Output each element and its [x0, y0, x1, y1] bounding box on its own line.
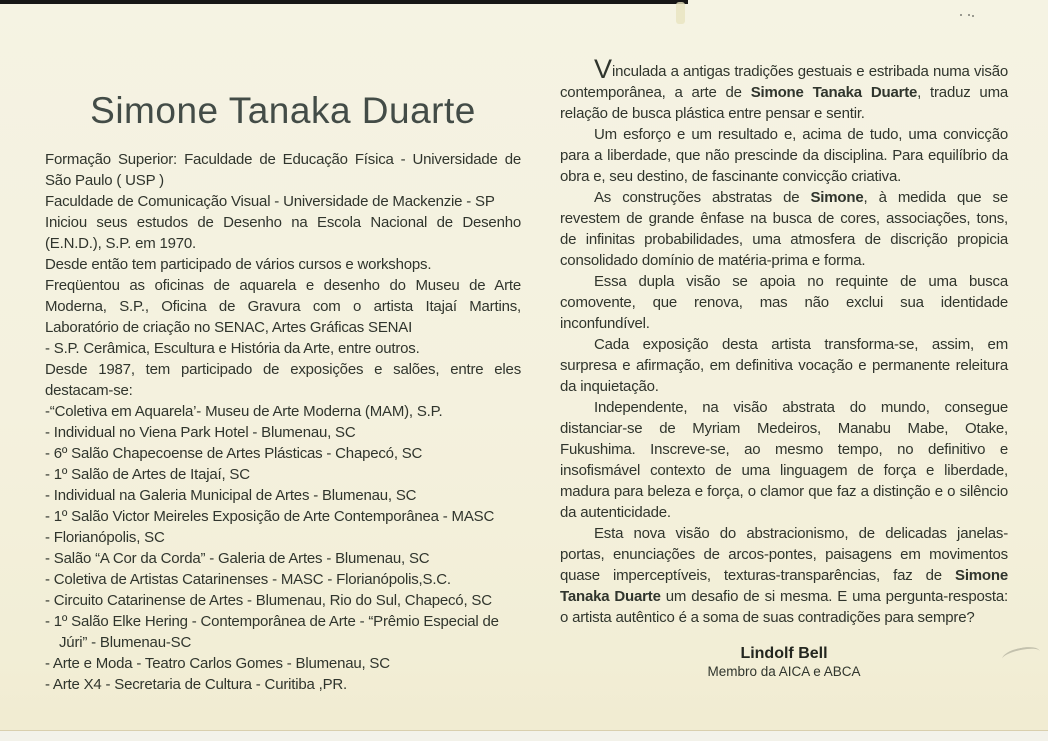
- essay-paragraph: Um esforço e um resultado e, acima de tudo, uma convicção para a liberdade, que não prescinde da disciplina. Para equilíbrio da obra e, seu destino, de fascinante convicção criativa.: [560, 126, 1008, 185]
- essay-column: [560, 54, 1009, 680]
- exhibition-item: - Individual na Galeria Municipal de Artes - Blumenau, SC: [45, 487, 417, 504]
- exhibition-item: - 1º Salão Elke Hering - Contemporânea de Arte - “Prêmio Especial de Júri” - Blumenau-SC: [45, 613, 499, 651]
- exhibition-item: - 1º Salão Victor Meireles Exposição de Arte Contemporânea - MASC: [45, 508, 495, 525]
- essay-paragraph: Esta nova visão do abstracionismo, de delicadas janelas-portas, enunciações de arcos-pontes, paisagens em movimentos quase imperceptíveis, texturas-transparências, faz de Simone Tanaka Duarte um desafio de si mesma. E uma pergunta-resposta: o artista autêntico é a soma de suas contradições para sempre?: [560, 525, 1008, 626]
- exhibition-item: - Circuito Catarinense de Artes - Blumenau, Rio do Sul, Chapecó, SC: [45, 592, 492, 609]
- exhibition-item: - Salão “A Cor da Corda” - Galeria de Artes - Blumenau, SC: [45, 550, 430, 567]
- fold-shadow-mark: [676, 2, 685, 24]
- essay-paragraph: As construções abstratas de Simone, à medida que se revestem de grande ênfase na busca de cores, associações, tons, de infinitas probabilidades, uma atmosfera de discrição propicia consolidado domínio de matéria-prima e forma.: [560, 189, 1008, 269]
- exhibitions-list: [45, 401, 521, 695]
- bio-paragraph: - S.P. Cerâmica, Escultura e História da Arte, entre outros.: [45, 340, 420, 357]
- bio-paragraph: Formação Superior: Faculdade de Educação Física - Universidade de São Paulo ( USP ): [45, 151, 521, 189]
- essay-paragraph: Vinculada a antigas tradições gestuais e estribada numa visão contemporânea, a arte de Simone Tanaka Duarte, traduz uma relação de busca plástica entre pensar e sentir.: [560, 54, 1009, 122]
- essay-paragraph: Independente, na visão abstrata do mundo, consegue distanciar-se de Myriam Medeiros, Manabu Mabe, Otake, Fukushima. Inscreve-se, ao mesmo tempo, no definitivo e insofismável contexto de uma linguagem de força e liberdade, madura para beleza e força, o clamor que faz a distinção e o silêncio da autenticidade.: [560, 399, 1008, 521]
- essay-text: [560, 54, 1009, 628]
- exhibition-item: -“Coletiva em Aquarela’- Museu de Arte Moderna (MAM), S.P.: [45, 403, 443, 420]
- signature-name: Lindolf Bell: [740, 645, 828, 662]
- drop-cap: V: [594, 54, 613, 84]
- scan-bottom-edge: [0, 730, 1048, 741]
- exhibition-item: - Individual no Viena Park Hotel - Blumenau, SC: [45, 424, 356, 441]
- bio-paragraph: Iniciou seus estudos de Desenho na Escola Nacional de Desenho (E.N.D.), S.P. em 1970.: [45, 214, 521, 252]
- exhibition-item: - 6º Salão Chapecoense de Artes Plásticas - Chapecó, SC: [45, 445, 423, 462]
- essay-paragraph: Cada exposição desta artista transforma-se, assim, em surpresa e afirmação, em definitiva vocação e permanente releitura da inquietação.: [560, 336, 1008, 395]
- essay-paragraph: Essa dupla visão se apoia no requinte de uma busca comovente, que renova, mas não exclui sua identidade inconfundível.: [560, 273, 1008, 332]
- exhibition-item: - Arte e Moda - Teatro Carlos Gomes - Blumenau, SC: [45, 655, 390, 672]
- bio-paragraph: Desde então tem participado de vários cursos e workshops.: [45, 256, 432, 273]
- bio-paragraph: Desde 1987, tem participado de exposições e salões, entre eles destacam-se:: [45, 361, 521, 399]
- bio-paragraph: Freqüentou as oficinas de aquarela e desenho do Museu de Arte Moderna, S.P., Oficina de Gravura com o artista Itajaí Martins, Laboratório de criação no SENAC, Artes Gráficas SENAI: [45, 277, 521, 336]
- exhibition-item: - Florianópolis, SC: [45, 529, 165, 546]
- scan-dots-mark: [960, 13, 982, 17]
- signature-block: [560, 644, 1008, 680]
- exhibition-item: - Coletiva de Artistas Catarinenses - MASC - Florianópolis,S.C.: [45, 571, 451, 588]
- signature-affiliation: Membro da AICA e ABCA: [707, 664, 861, 679]
- bio-column: [45, 90, 521, 695]
- exhibition-item: - 1º Salão de Artes de Itajaí, SC: [45, 466, 250, 483]
- exhibition-item: - Arte X4 - Secretaria de Cultura - Curitiba ,PR.: [45, 676, 347, 693]
- scan-top-edge: [0, 0, 688, 4]
- bio-text: [45, 149, 521, 401]
- bio-paragraph: Faculdade de Comunicação Visual - Universidade de Mackenzie - SP: [45, 193, 495, 210]
- artist-name-title: Simone Tanaka Duarte: [90, 90, 476, 131]
